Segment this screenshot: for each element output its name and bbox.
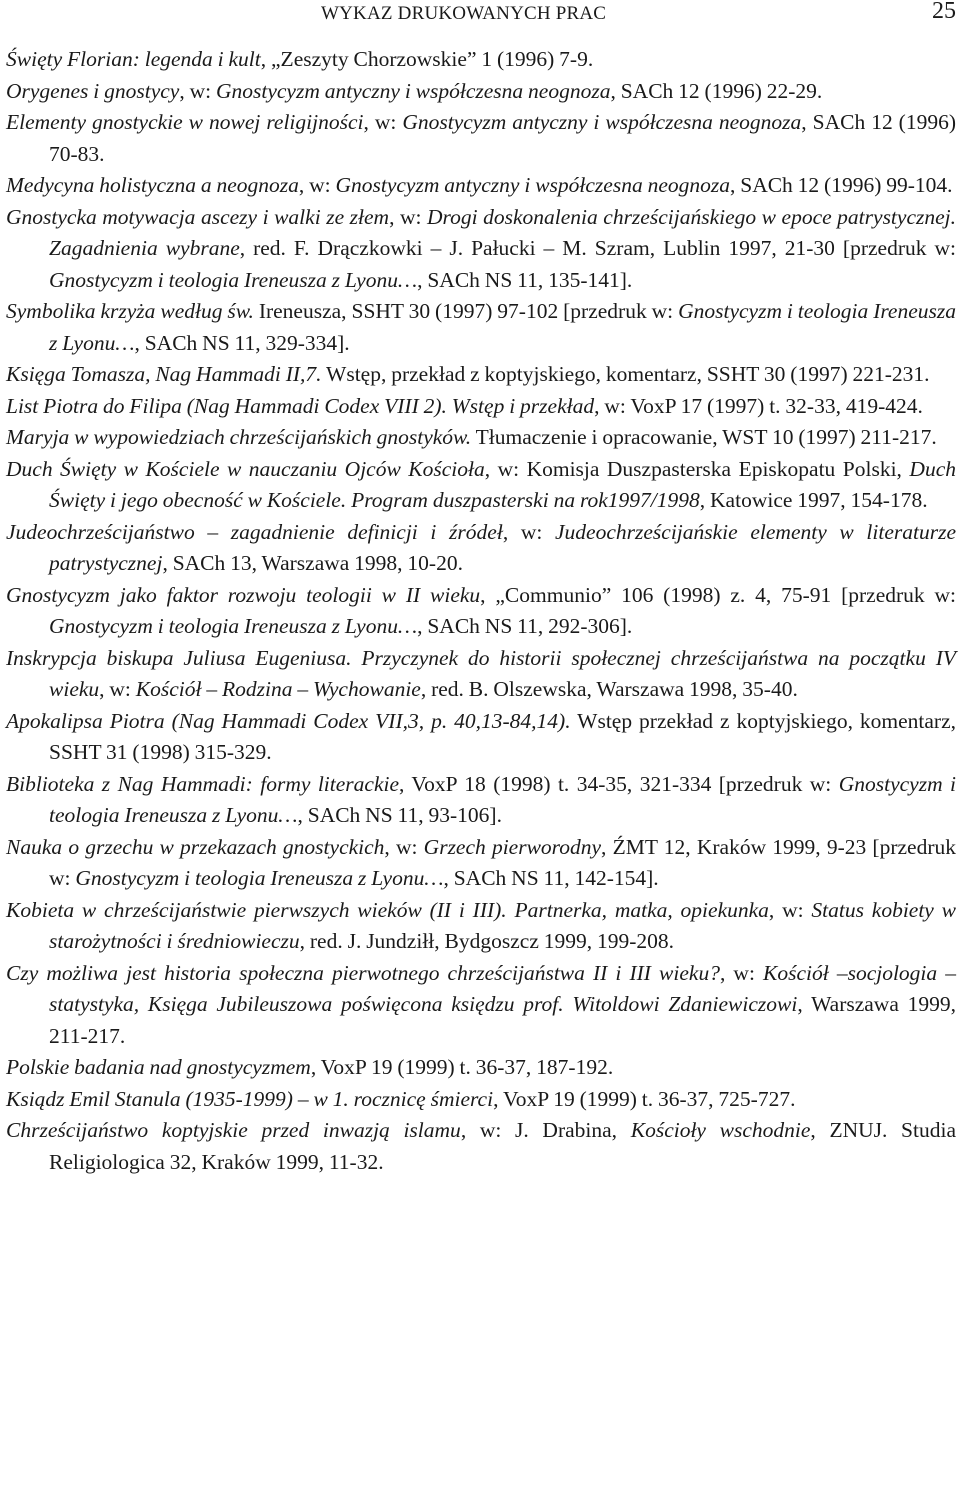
entry-text: , Katowice 1997, 154-178. <box>699 488 928 512</box>
bibliography-entry <box>6 643 956 706</box>
entry-title-italic: Czy możliwa jest historia społeczna pierwotnego chrześcijaństwa II i III wieku? <box>6 960 720 985</box>
entry-title-italic: Gnostycka motywacja ascezy i walki ze złem <box>6 204 390 229</box>
bibliography-entry <box>6 107 956 170</box>
entry-text: , SACh NS 11, 93-106]. <box>297 803 502 827</box>
entry-text: , VoxP 18 (1998) t. 34-35, 321-334 [przedruk w: <box>399 771 839 796</box>
bibliography-entry <box>6 1084 956 1116</box>
entry-text: , SACh 12 (1996) 22-29. <box>610 78 823 103</box>
entry-text: , SACh NS 11, 142-154]. <box>443 866 659 890</box>
bibliography-entry <box>6 1052 956 1084</box>
entry-title-italic: Święty Florian: legenda i kult <box>6 47 261 71</box>
entry-text: , w: Komisja Duszpasterska Episkopatu Polski, <box>484 456 910 481</box>
entry-text: , „Zeszyty Chorzowskie” 1 (1996) 7-9. <box>260 47 594 71</box>
entry-title-italic: Symbolika krzyża według św. <box>6 299 254 323</box>
entry-text: , SACh 13, Warszawa 1998, 10-20. <box>162 551 463 575</box>
entry-text: , w: J. Drabina, <box>460 1118 631 1142</box>
entry-title-italic: Duch Święty i jego obecność w Kościele. Program duszpasterski na rok1997/1998 <box>49 456 956 512</box>
running-header <box>0 0 960 30</box>
running-title: WYKAZ DRUKOWANYCH PRAC <box>321 3 607 24</box>
bibliography-entry <box>6 76 956 108</box>
entry-title-italic: Gnostycyzm i teologia Ireneusza z Lyonu… <box>49 299 957 355</box>
entry-text: , „Communio” 106 (1998) z. 4, 75-91 [przedruk w: <box>480 582 956 607</box>
entry-text: , w: <box>502 519 556 544</box>
entry-title-italic: Gnostycyzm jako faktor rozwoju teologii w II wieku <box>6 582 481 607</box>
bibliography-entry <box>6 895 956 958</box>
entry-title-italic: Kobieta w chrześcijaństwie pierwszych wieków (II i III). Partnerka, matka, opiekunka <box>6 897 769 922</box>
bibliography-entry <box>6 202 956 297</box>
entry-text: , SACh 12 (1996) 99-104. <box>729 173 953 197</box>
entry-title-italic: Drogi doskonalenia chrześcijańskiego w epoce patrystycznej. Zagadnienia wybrane <box>49 204 956 260</box>
entry-text: , ŹMT 12, Kraków 1999, 9-23 [przedruk w: <box>49 834 956 890</box>
entry-title-italic: Gnostycyzm antyczny i współczesna neognoza <box>335 173 730 197</box>
entry-title-italic: Medycyna holistyczna a neognoza <box>6 173 299 197</box>
bibliography-entry <box>6 170 956 202</box>
entry-title-italic: Gnostycyzm i teologia Ireneusza z Lyonu… <box>49 267 418 292</box>
entry-title-italic: Duch Święty w Kościele w nauczaniu Ojców Kościoła <box>6 456 485 481</box>
bibliography-entry <box>6 517 956 580</box>
entry-text: , w: <box>179 78 216 103</box>
entry-title-italic: Gnostycyzm antyczny i współczesna neognoza <box>215 78 611 103</box>
entry-title-italic: Nauka o grzechu w przekazach gnostyckich <box>6 834 385 859</box>
entry-text: , w: <box>719 960 764 985</box>
entry-title-italic: Inskrypcja biskupa Juliusa Eugeniusa. Przyczynek do historii społecznej chrześcijaństwa na początku IV wieku <box>6 645 956 701</box>
entry-text: , red. J. Jundziłł, Bydgoszcz 1999, 199-208. <box>299 929 675 953</box>
entry-text: , w: <box>99 677 136 701</box>
entry-text: , Warszawa 1999, 211-217. <box>49 992 956 1048</box>
bibliography-entry <box>6 359 956 391</box>
entry-title-italic: Apokalipsa Piotra (Nag Hammadi Codex VII,3, p. 40,13-84,14). <box>6 708 571 733</box>
bibliography-entry <box>6 958 956 1053</box>
entry-text: , SACh 12 (1996) 70-83. <box>49 110 956 166</box>
bibliography-entry <box>6 832 956 895</box>
entry-text: , VoxP 19 (1999) t. 36-37, 725-727. <box>493 1086 796 1111</box>
entry-title-italic: Grzech pierworodny <box>423 834 602 859</box>
entry-title-italic: Judeochrześcijańskie elementy w literaturze patrystycznej <box>49 519 956 575</box>
entry-title-italic: Gnostycyzm i teologia Ireneusza z Lyonu… <box>49 771 956 827</box>
bibliography-entry <box>6 1115 956 1178</box>
entry-title-italic: Polskie badania nad gnostycyzmem <box>6 1055 311 1079</box>
entry-text: , w: <box>384 834 424 859</box>
bibliography-entry <box>6 422 956 454</box>
bibliography-entry <box>6 296 956 359</box>
bibliography-entry <box>6 706 956 769</box>
entry-title-italic: Chrześcijaństwo koptyjskie przed inwazją islamu <box>6 1118 461 1142</box>
bibliography-entry <box>6 580 956 643</box>
entry-text: , w: <box>389 204 427 229</box>
entry-text: , SACh NS 11, 135-141]. <box>417 267 633 292</box>
entry-text: , ZNUJ. Studia Religiologica 32, Kraków 1999, 11-32. <box>49 1118 957 1174</box>
page-number: 25 <box>932 0 956 24</box>
bibliography-entry <box>6 769 956 832</box>
entry-text: , VoxP 19 (1999) t. 36-37, 187-192. <box>310 1055 614 1079</box>
entry-text: , w: <box>298 173 336 197</box>
entry-title-italic: Orygenes i gnostycy <box>6 78 180 103</box>
entry-title-italic: Biblioteka z Nag Hammadi: formy literackie <box>6 771 400 796</box>
entry-title-italic: Elementy gnostyckie w nowej religijności <box>6 110 364 134</box>
entry-text: Ireneusza, SSHT 30 (1997) 97-102 [przedruk w: <box>253 299 679 323</box>
entry-title-italic: Status kobiety w starożytności i średniowieczu <box>49 897 956 953</box>
entry-text: Wstęp przekład z koptyjskiego, komentarz, SSHT 31 (1998) 315-329. <box>49 708 957 764</box>
entry-title-italic: Maryja w wypowiedziach chrześcijańskich gnostyków. <box>6 425 472 449</box>
entry-text: , SACh NS 11, 292-306]. <box>417 614 633 638</box>
entry-title-italic: Gnostycyzm antyczny i współczesna neognoza <box>402 110 802 134</box>
entry-title-italic: Gnostycyzm i teologia Ireneusza z Lyonu… <box>49 614 418 638</box>
entry-title-italic: Kościoły wschodnie <box>630 1118 811 1142</box>
entry-title-italic: Ksiądz Emil Stanula (1935-1999) – w 1. rocznicę śmierci <box>6 1086 494 1111</box>
entry-text: , red. F. Drączkowki – J. Pałucki – M. Szram, Lublin 1997, 21-30 [przedruk w: <box>239 236 956 260</box>
entry-text: Wstęp, przekład z koptyjskiego, komentarz, SSHT 30 (1997) 221-231. <box>321 362 930 386</box>
entry-title-italic: Księga Tomasza, Nag Hammadi II,7. <box>6 362 322 386</box>
entry-title-italic: Gnostycyzm i teologia Ireneusza z Lyonu… <box>75 866 444 890</box>
bibliography-list <box>6 44 956 1178</box>
entry-text: , w: VoxP 17 (1997) t. 32-33, 419-424. <box>594 393 923 418</box>
entry-title-italic: Judeochrześcijaństwo – zagadnienie definicji i źródeł <box>6 519 503 544</box>
bibliography-entry <box>6 44 956 76</box>
bibliography-entry <box>6 391 956 423</box>
entry-title-italic: List Piotra do Filipa (Nag Hammadi Codex VIII 2). Wstęp i przekład <box>6 393 595 418</box>
entry-text: , w: <box>768 897 812 922</box>
entry-text: , w: <box>363 110 403 134</box>
entry-text: Tłumaczenie i opracowanie, WST 10 (1997) 211-217. <box>471 425 937 449</box>
entry-title-italic: Kościół – Rodzina – Wychowanie <box>135 677 421 701</box>
entry-text: , SACh NS 11, 329-334]. <box>134 330 350 355</box>
entry-title-italic: Kościół –socjologia – statystyka, Księga Jubileuszowa poświęcona księdzu prof. Witoldowi Zdaniewiczowi <box>49 960 956 1016</box>
entry-text: , red. B. Olszewska, Warszawa 1998, 35-40. <box>420 677 798 701</box>
bibliography-entry <box>6 454 956 517</box>
